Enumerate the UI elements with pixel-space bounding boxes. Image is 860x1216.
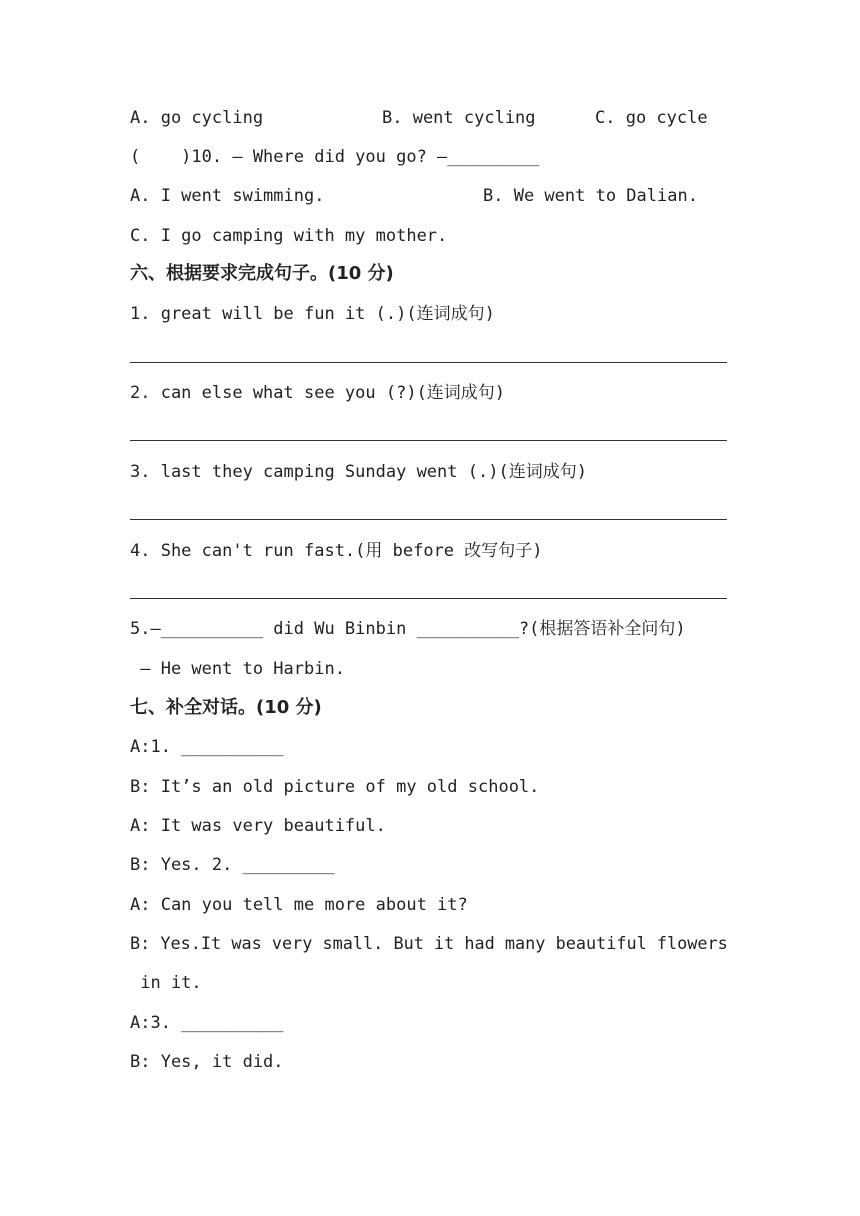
answer-line-3 [130, 519, 727, 520]
q9-option-c: C. go cycle [595, 108, 708, 128]
q9-option-b: B. went cycling [382, 108, 536, 128]
q9-option-a: A. go cycling [130, 108, 264, 128]
section7-heading: 七、补全对话。(10 分) [130, 697, 322, 718]
q10-stem: ( )10. — Where did you go? —_________ [130, 147, 540, 167]
dialog-line-7: A:3. __________ [130, 1013, 284, 1033]
section6-item-1: 1. great will be fun it (.)(连词成句) [130, 304, 495, 324]
answer-line-2 [130, 440, 727, 441]
dialog-line-8: B: Yes, it did. [130, 1052, 284, 1072]
answer-line-1 [130, 362, 727, 363]
dialog-line-1: A:1. __________ [130, 737, 284, 757]
dialog-line-2: B: It’s an old picture of my old school. [130, 777, 540, 797]
section6-item-5-answer: — He went to Harbin. [130, 659, 345, 679]
dialog-line-6-cont: in it. [130, 973, 202, 993]
q10-option-a: A. I went swimming. [130, 186, 325, 206]
dialog-line-5: A: Can you tell me more about it? [130, 895, 468, 915]
section6-item-2: 2. can else what see you (?)(连词成句) [130, 383, 506, 403]
q10-option-c: C. I go camping with my mother. [130, 226, 448, 246]
dialog-line-3: A: It was very beautiful. [130, 816, 386, 836]
section6-item-4: 4. She can't run fast.(用 before 改写句子) [130, 541, 543, 561]
section6-item-3: 3. last they camping Sunday went (.)(连词成句) [130, 462, 587, 482]
dialog-line-6: B: Yes.It was very small. But it had many beautiful flowers [130, 934, 728, 954]
answer-line-4 [130, 598, 727, 599]
dialog-line-4: B: Yes. 2. _________ [130, 855, 335, 875]
section6-heading: 六、根据要求完成句子。(10 分) [130, 263, 394, 284]
q10-option-b: B. We went to Dalian. [483, 186, 698, 206]
section6-item-5: 5.—__________ did Wu Binbin __________?(根据答语补全问句) [130, 619, 686, 639]
